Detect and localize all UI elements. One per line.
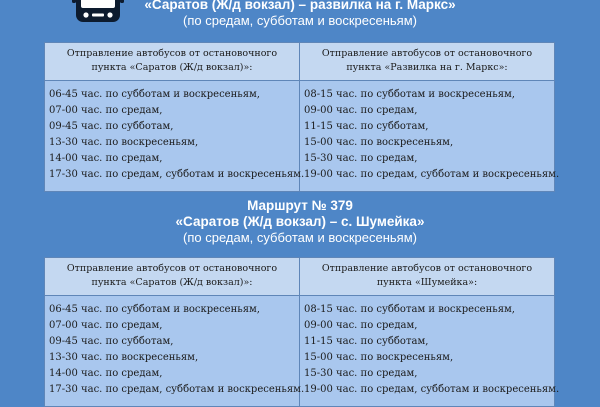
list-item: 13-30 час. по воскресеньям, bbox=[49, 137, 199, 149]
list-item: 09-45 час. по субботам, bbox=[49, 121, 174, 133]
route-1-heading bbox=[0, 0, 600, 29]
list-item: 11-15 час. по субботам, bbox=[304, 121, 429, 133]
table-body-row bbox=[45, 81, 555, 192]
route-1-name: «Саратов (Ж/д вокзал) – развилка на г. Маркс» bbox=[144, 0, 456, 12]
route-2-heading bbox=[0, 198, 600, 246]
table-body-row bbox=[45, 296, 555, 407]
list-item: 19-00 час. по средам, субботам и воскресеньям. bbox=[304, 384, 560, 396]
list-item: 14-00 час. по средам, bbox=[49, 368, 163, 380]
route-1-right-header: Отправление автобусов от остановочного пункта «Развилка на г. Маркс»: bbox=[300, 43, 555, 81]
route-2-number: Маршрут № 379 bbox=[247, 198, 353, 213]
route-1-schedule-table bbox=[44, 42, 560, 192]
route-2-right-times bbox=[300, 296, 560, 407]
list-item: 17-30 час. по средам, субботам и воскресеньям. bbox=[49, 169, 305, 181]
route-1-left-header: Отправление автобусов от остановочного пункта «Саратов (Ж/д вокзал)»: bbox=[45, 43, 300, 81]
list-item: 15-00 час. по воскресеньям, bbox=[304, 352, 454, 364]
list-item: 17-30 час. по средам, субботам и воскресеньям. bbox=[49, 384, 305, 396]
list-item: 19-00 час. по средам, субботам и воскресеньям. bbox=[304, 169, 560, 181]
list-item: 08-15 час. по субботам и воскресеньям, bbox=[304, 89, 515, 101]
route-2-days: (по средам, субботам и воскресеньям) bbox=[183, 230, 417, 245]
route-2-right-header: Отправление автобусов от остановочного пункта «Шумейка»: bbox=[300, 258, 555, 296]
list-item: 09-45 час. по субботам, bbox=[49, 336, 174, 348]
route-2-left-times bbox=[45, 296, 305, 407]
route-2-left-header: Отправление автобусов от остановочного пункта «Саратов (Ж/д вокзал)»: bbox=[45, 258, 300, 296]
list-item: 15-00 час. по воскресеньям, bbox=[304, 137, 454, 149]
route-1-right-times bbox=[300, 81, 560, 192]
list-item: 11-15 час. по субботам, bbox=[304, 336, 429, 348]
list-item: 13-30 час. по воскресеньям, bbox=[49, 352, 199, 364]
route-2-schedule-table bbox=[44, 257, 560, 407]
list-item: 06-45 час. по субботам и воскресеньям, bbox=[49, 89, 260, 101]
list-item: 09-00 час. по средам, bbox=[304, 105, 418, 117]
route-2-name: «Саратов (Ж/д вокзал) – с. Шумейка» bbox=[175, 214, 425, 229]
list-item: 08-15 час. по субботам и воскресеньям, bbox=[304, 304, 515, 316]
table-header-row bbox=[45, 43, 555, 81]
list-item: 15-30 час. по средам, bbox=[304, 153, 418, 165]
list-item: 09-00 час. по средам, bbox=[304, 320, 418, 332]
list-item: 14-00 час. по средам, bbox=[49, 153, 163, 165]
list-item: 15-30 час. по средам, bbox=[304, 368, 418, 380]
list-item: 06-45 час. по субботам и воскресеньям, bbox=[49, 304, 260, 316]
route-1-left-times bbox=[45, 81, 305, 192]
list-item: 07-00 час. по средам, bbox=[49, 105, 163, 117]
table-header-row bbox=[45, 258, 555, 296]
list-item: 07-00 час. по средам, bbox=[49, 320, 163, 332]
route-1-days: (по средам, субботам и воскресеньям) bbox=[183, 13, 417, 28]
